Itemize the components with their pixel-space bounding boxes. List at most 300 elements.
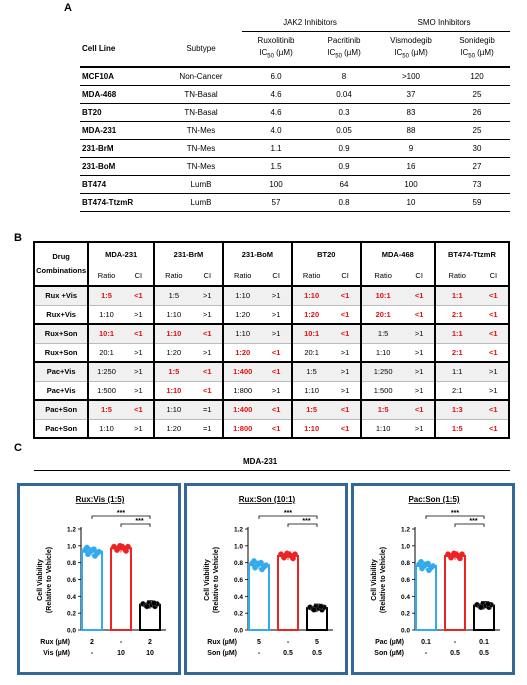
- table-row: [34, 362, 509, 381]
- ci-value: <1: [124, 286, 154, 305]
- y-tick-label: 0.8: [66, 560, 76, 568]
- cell-line-name: MCF10A: [80, 67, 160, 86]
- data-point: [259, 567, 264, 572]
- ratio-value: 1:500: [361, 381, 405, 400]
- ic50-value: 4.6: [242, 103, 310, 121]
- ratio-value: 1:400: [223, 400, 262, 419]
- cell-line-header: Cell Line: [80, 32, 160, 67]
- cell-line-header: BT20: [292, 242, 361, 265]
- dose-value: 0.1: [421, 639, 431, 646]
- subtype-cell: TN-Basal: [160, 103, 242, 121]
- ci-value: <1: [124, 324, 154, 343]
- ratio-value: 1:5: [292, 400, 331, 419]
- panel-a-letter: A: [64, 2, 72, 14]
- ic50-value: 10: [378, 193, 444, 211]
- data-point: [289, 554, 294, 559]
- ratio-value: 1:10: [292, 286, 331, 305]
- ci-value: <1: [479, 305, 509, 324]
- ic50-value: 26: [444, 103, 510, 121]
- ci-value: <1: [330, 400, 360, 419]
- ci-header: CI: [124, 265, 154, 286]
- table-row: [80, 103, 510, 121]
- ic50-label: $IC_{50}$ (µM): [259, 47, 293, 60]
- ci-value: <1: [405, 305, 435, 324]
- ratio-header: Ratio: [435, 265, 479, 286]
- ic50-label: $IC_{50}$ (µM): [327, 47, 361, 60]
- panel-b-letter: B: [14, 232, 22, 244]
- ratio-value: 1:250: [361, 362, 405, 381]
- ratio-value: 1:800: [223, 381, 262, 400]
- ratio-header: Ratio: [361, 265, 405, 286]
- combination-label: Rux+Vis: [34, 305, 88, 324]
- ci-value: >1: [124, 381, 154, 400]
- ic50-value: 0.9: [310, 157, 378, 175]
- ic50-value: 4.6: [242, 85, 310, 103]
- drug-combination-table: [33, 241, 510, 439]
- drug-name: Sonidegib: [459, 35, 495, 45]
- cell-line-header: 231-BoM: [223, 242, 292, 265]
- ratio-value: 2:1: [435, 343, 479, 362]
- ci-value: >1: [193, 343, 223, 362]
- drug-header: [242, 32, 310, 67]
- ratio-header: Ratio: [88, 265, 123, 286]
- table-row: [80, 193, 510, 211]
- y-tick-label: 0.2: [66, 610, 76, 618]
- ci-value: >1: [405, 381, 435, 400]
- ci-value: <1: [262, 419, 292, 438]
- ratio-value: 1:400: [223, 362, 262, 381]
- ic50-value: 0.9: [310, 139, 378, 157]
- cell-line-name: 231-BrM: [80, 139, 160, 157]
- drug-header: [444, 32, 510, 67]
- ratio-value: 1:10: [154, 324, 193, 343]
- cell-line-name: MDA-468: [80, 85, 160, 103]
- ci-value: >1: [193, 305, 223, 324]
- ratio-value: 20:1: [88, 343, 123, 362]
- ci-value: >1: [405, 419, 435, 438]
- table-row: [34, 305, 509, 324]
- cell-line-name: BT20: [80, 103, 160, 121]
- table-row: [80, 85, 510, 103]
- ratio-value: 1:5: [88, 286, 123, 305]
- ic50-value: 37: [378, 85, 444, 103]
- ci-value: <1: [479, 400, 509, 419]
- dose-value: 0.5: [450, 650, 460, 657]
- y-tick-label: 0.2: [400, 610, 410, 618]
- combination-label: Pac+Vis: [34, 362, 88, 381]
- cell-line-header: BT474-TtzmR: [435, 242, 509, 265]
- dose-value: 5: [257, 639, 261, 646]
- combination-label: Pac+Son: [34, 419, 88, 438]
- data-point: [84, 545, 89, 550]
- y-axis-label: Cell Viability (Relative to Vehicle): [204, 546, 220, 614]
- ic50-value: 88: [378, 121, 444, 139]
- ic50-label: $IC_{50}$ (µM): [460, 47, 494, 60]
- dose-value: -: [257, 650, 261, 657]
- ci-value: >1: [262, 305, 292, 324]
- bar: [278, 556, 298, 630]
- ic50-value: 59: [444, 193, 510, 211]
- ci-value: >1: [479, 362, 509, 381]
- ci-value: >1: [124, 305, 154, 324]
- y-tick-label: 0.0: [233, 627, 243, 635]
- data-point: [115, 546, 120, 551]
- ic50-value: 30: [444, 139, 510, 157]
- ic50-value: 4.0: [242, 121, 310, 139]
- ratio-value: 10:1: [361, 286, 405, 305]
- sig-label: ***: [450, 510, 460, 517]
- sig-label: ***: [135, 518, 144, 525]
- ci-value: >1: [405, 343, 435, 362]
- ic50-value: 100: [242, 175, 310, 193]
- cell-line-name: 231-BoM: [80, 157, 160, 175]
- ci-value: >1: [193, 286, 223, 305]
- cell-line-header: 231-BrM: [154, 242, 223, 265]
- subpanel-rux-vis: [17, 483, 181, 675]
- ratio-value: 1:5: [435, 419, 479, 438]
- ratio-value: 1:10: [154, 305, 193, 324]
- dose-row-label: Son (µM): [374, 650, 404, 657]
- data-point: [449, 553, 454, 558]
- ci-value: <1: [479, 286, 509, 305]
- dose-value: 0.5: [479, 650, 489, 657]
- cell-line-header: MDA-468: [361, 242, 435, 265]
- ci-header: CI: [330, 265, 360, 286]
- bar: [445, 556, 465, 630]
- ci-value: <1: [330, 305, 360, 324]
- y-tick-label: 1.0: [233, 543, 243, 551]
- ci-value: <1: [124, 400, 154, 419]
- bar: [82, 552, 102, 630]
- drug-name: Vismodegib: [390, 35, 432, 45]
- ratio-value: 10:1: [292, 324, 331, 343]
- ratio-value: 10:1: [88, 324, 123, 343]
- ic50-value: 64: [310, 175, 378, 193]
- sig-label: ***: [302, 518, 311, 525]
- ic50-value: 1.1: [242, 139, 310, 157]
- subtype-cell: TN-Mes: [160, 121, 242, 139]
- dose-value: 2: [148, 639, 152, 646]
- ci-value: <1: [405, 286, 435, 305]
- drug-name: Pacritinib: [327, 35, 361, 45]
- ic50-value: 1.5: [242, 157, 310, 175]
- ratio-value: 1:20: [223, 343, 262, 362]
- ci-value: >1: [405, 362, 435, 381]
- ratio-value: 2:1: [435, 305, 479, 324]
- combination-label: Pac+Son: [34, 400, 88, 419]
- y-tick-label: 0.6: [233, 577, 243, 584]
- y-tick-label: 1.0: [66, 543, 76, 551]
- ratio-value: 1:5: [361, 400, 405, 419]
- chart-pac-son: [354, 486, 512, 672]
- chart-title: Rux:Son (10:1): [238, 495, 296, 504]
- y-axis-label: Cell Viability (Relative to Vehicle): [37, 546, 53, 614]
- y-tick-label: 0.6: [66, 577, 76, 584]
- ratio-value: 1:5: [361, 324, 405, 343]
- ic50-value: 0.04: [310, 85, 378, 103]
- ci-value: <1: [262, 343, 292, 362]
- ratio-value: 1:10: [292, 381, 331, 400]
- panel-c-letter: C: [14, 442, 22, 454]
- ratio-value: 1:5: [154, 362, 193, 381]
- data-point: [263, 563, 268, 568]
- table-row: [34, 400, 509, 419]
- panel-c-title-rule: [34, 470, 510, 471]
- dose-value: 10: [117, 650, 125, 657]
- dose-value: 5: [315, 639, 319, 646]
- dose-value: -: [119, 639, 123, 646]
- data-point: [122, 547, 127, 552]
- cell-line-header: MDA-231: [88, 242, 154, 265]
- combination-label: Rux +Vis: [34, 286, 88, 305]
- ratio-value: 1:20: [154, 419, 193, 438]
- ratio-value: 1:1: [435, 362, 479, 381]
- bar: [249, 565, 269, 630]
- ci-value: >1: [262, 286, 292, 305]
- data-point: [251, 558, 256, 563]
- ci-value: <1: [262, 362, 292, 381]
- ratio-value: 1:20: [223, 305, 262, 324]
- cell-line-name: MDA-231: [80, 121, 160, 139]
- dose-value: -: [286, 639, 290, 646]
- bar: [416, 566, 436, 630]
- data-point: [318, 604, 323, 609]
- y-tick-label: 0.4: [400, 593, 410, 601]
- dose-value: -: [453, 639, 457, 646]
- ci-value: <1: [193, 324, 223, 343]
- ratio-value: 2:1: [435, 381, 479, 400]
- ratio-header: Ratio: [292, 265, 331, 286]
- ic50-value: 6.0: [242, 67, 310, 86]
- ci-value: <1: [479, 343, 509, 362]
- ci-value: >1: [479, 381, 509, 400]
- ic50-value: 16: [378, 157, 444, 175]
- dose-value: 0.5: [283, 650, 293, 657]
- ratio-value: 1:3: [435, 400, 479, 419]
- jak2-header: JAK2 Inhibitors: [242, 14, 378, 32]
- ci-value: >1: [124, 419, 154, 438]
- smo-header: SMO Inhibitors: [378, 14, 510, 32]
- ic50-value: 100: [378, 175, 444, 193]
- subtype-cell: TN-Basal: [160, 85, 242, 103]
- ratio-value: 1:500: [88, 381, 123, 400]
- table-row: [34, 419, 509, 438]
- ratio-value: 1:10: [88, 419, 123, 438]
- data-point: [311, 607, 316, 612]
- ic50-value: 0.05: [310, 121, 378, 139]
- data-point: [151, 600, 156, 605]
- ratio-value: 1:10: [361, 343, 405, 362]
- cell-line-name: BT474: [80, 175, 160, 193]
- data-point: [282, 553, 287, 558]
- ci-value: <1: [330, 419, 360, 438]
- ratio-value: 20:1: [292, 343, 331, 362]
- ic50-value: 0.3: [310, 103, 378, 121]
- subtype-cell: LumB: [160, 175, 242, 193]
- ci-value: <1: [330, 324, 360, 343]
- dose-value: 0.5: [312, 650, 322, 657]
- data-point: [456, 554, 461, 559]
- ci-value: <1: [193, 362, 223, 381]
- ratio-value: 1:10: [154, 381, 193, 400]
- ci-value: =1: [193, 400, 223, 419]
- ratio-value: 1:10: [88, 305, 123, 324]
- y-tick-label: 1.2: [233, 526, 243, 534]
- ci-header: CI: [262, 265, 292, 286]
- ci-header: CI: [479, 265, 509, 286]
- data-point: [96, 549, 101, 554]
- subtype-cell: TN-Mes: [160, 139, 242, 157]
- ratio-value: 1:800: [223, 419, 262, 438]
- cell-line-name: BT474-TtzmR: [80, 193, 160, 211]
- dose-value: 2: [90, 639, 94, 646]
- dose-value: -: [90, 650, 94, 657]
- subpanel-pac-son: [351, 483, 515, 675]
- data-point: [485, 601, 490, 606]
- table-row: [80, 139, 510, 157]
- dose-row-label: Son (µM): [207, 650, 237, 657]
- table-row: [34, 324, 509, 343]
- chart-rux-son: [187, 486, 345, 672]
- ci-value: <1: [262, 400, 292, 419]
- drug-name: Ruxolitinib: [257, 35, 295, 45]
- ratio-header: Ratio: [154, 265, 193, 286]
- ic50-value: 9: [378, 139, 444, 157]
- ci-value: <1: [330, 286, 360, 305]
- ratio-value: 1:20: [292, 305, 331, 324]
- y-tick-label: 0.4: [66, 593, 76, 601]
- ic50-value: 83: [378, 103, 444, 121]
- ci-value: >1: [330, 362, 360, 381]
- data-point: [478, 605, 483, 610]
- ratio-value: 1:5: [292, 362, 331, 381]
- ci-value: >1: [330, 343, 360, 362]
- subtype-cell: LumB: [160, 193, 242, 211]
- ratio-value: 20:1: [361, 305, 405, 324]
- y-tick-label: 0.6: [400, 577, 410, 584]
- sig-label: ***: [283, 510, 293, 517]
- subtype-header: Subtype: [160, 32, 242, 67]
- sig-label: ***: [469, 518, 478, 525]
- y-tick-label: 0.0: [66, 627, 76, 635]
- table-row: [34, 343, 509, 362]
- y-tick-label: 0.0: [400, 627, 410, 635]
- ratio-value: 1:5: [88, 400, 123, 419]
- ci-value: >1: [330, 381, 360, 400]
- ratio-value: 1:1: [435, 324, 479, 343]
- ic50-value: 57: [242, 193, 310, 211]
- ic50-value: 27: [444, 157, 510, 175]
- ic50-label: $IC_{50}$ (µM): [394, 47, 428, 60]
- dose-row-label: Rux (µM): [207, 639, 237, 646]
- y-axis-label: Cell Viability (Relative to Vehicle): [371, 546, 387, 614]
- combination-label: Rux+Son: [34, 324, 88, 343]
- ratio-value: 1:20: [154, 343, 193, 362]
- table-row: [80, 67, 510, 86]
- ci-value: >1: [405, 324, 435, 343]
- y-tick-label: 1.2: [400, 526, 410, 534]
- ci-value: >1: [262, 381, 292, 400]
- ci-header: CI: [193, 265, 223, 286]
- ic50-value: 8: [310, 67, 378, 86]
- ic50-value: 25: [444, 85, 510, 103]
- ci-value: >1: [124, 362, 154, 381]
- subpanel-rux-son: [184, 483, 348, 675]
- ic50-value: 25: [444, 121, 510, 139]
- y-tick-label: 1.0: [400, 543, 410, 551]
- data-point: [418, 559, 423, 564]
- ratio-value: 1:1: [435, 286, 479, 305]
- chart-rux-vis: [20, 486, 178, 672]
- y-tick-label: 1.2: [66, 526, 76, 534]
- dose-row-label: Vis (µM): [43, 650, 70, 657]
- ci-value: >1: [262, 324, 292, 343]
- panel-c-title: MDA-231: [243, 457, 278, 466]
- data-point: [430, 563, 435, 568]
- drug-header: [310, 32, 378, 67]
- y-tick-label: 0.2: [233, 610, 243, 618]
- ci-value: <1: [405, 400, 435, 419]
- subtype-cell: Non-Cancer: [160, 67, 242, 86]
- ratio-value: 1:10: [361, 419, 405, 438]
- dose-row-label: Rux (µM): [40, 639, 70, 646]
- ratio-value: 1:10: [223, 324, 262, 343]
- ic50-value: 73: [444, 175, 510, 193]
- ratio-value: 1:10: [223, 286, 262, 305]
- ratio-value: 1:5: [154, 286, 193, 305]
- table-row: [80, 157, 510, 175]
- data-point: [92, 553, 97, 558]
- subtype-cell: TN-Mes: [160, 157, 242, 175]
- ratio-value: 1:10: [154, 400, 193, 419]
- data-point: [144, 604, 149, 609]
- data-point: [426, 568, 431, 573]
- table-row: [80, 121, 510, 139]
- ci-header: CI: [405, 265, 435, 286]
- ci-value: <1: [479, 419, 509, 438]
- bar: [111, 548, 131, 630]
- combination-label: Pac+Vis: [34, 381, 88, 400]
- combination-label: Rux+Son: [34, 343, 88, 362]
- ci-value: <1: [193, 381, 223, 400]
- ci-value: =1: [193, 419, 223, 438]
- ci-value: <1: [479, 324, 509, 343]
- drug-combinations-header: Drug Combinations: [34, 242, 88, 286]
- chart-title: Pac:Son (1:5): [408, 495, 460, 504]
- ratio-value: 1:10: [292, 419, 331, 438]
- table-row: [34, 381, 509, 400]
- dose-row-label: Pac (µM): [375, 639, 404, 646]
- dose-value: 10: [146, 650, 154, 657]
- y-tick-label: 0.4: [233, 593, 243, 601]
- table-row: [34, 286, 509, 305]
- ic50-value: 0.8: [310, 193, 378, 211]
- ic50-value: >100: [378, 67, 444, 86]
- ic50-table: [80, 14, 510, 212]
- dose-value: 0.1: [479, 639, 489, 646]
- ic50-value: 120: [444, 67, 510, 86]
- ratio-header: Ratio: [223, 265, 262, 286]
- drug-header: [378, 32, 444, 67]
- table-row: [80, 175, 510, 193]
- sig-label: ***: [116, 510, 126, 517]
- ci-value: >1: [124, 343, 154, 362]
- dose-value: -: [424, 650, 428, 657]
- y-tick-label: 0.8: [233, 560, 243, 568]
- ratio-value: 1:250: [88, 362, 123, 381]
- y-tick-label: 0.8: [400, 560, 410, 568]
- chart-title: Rux:Vis (1:5): [75, 495, 125, 504]
